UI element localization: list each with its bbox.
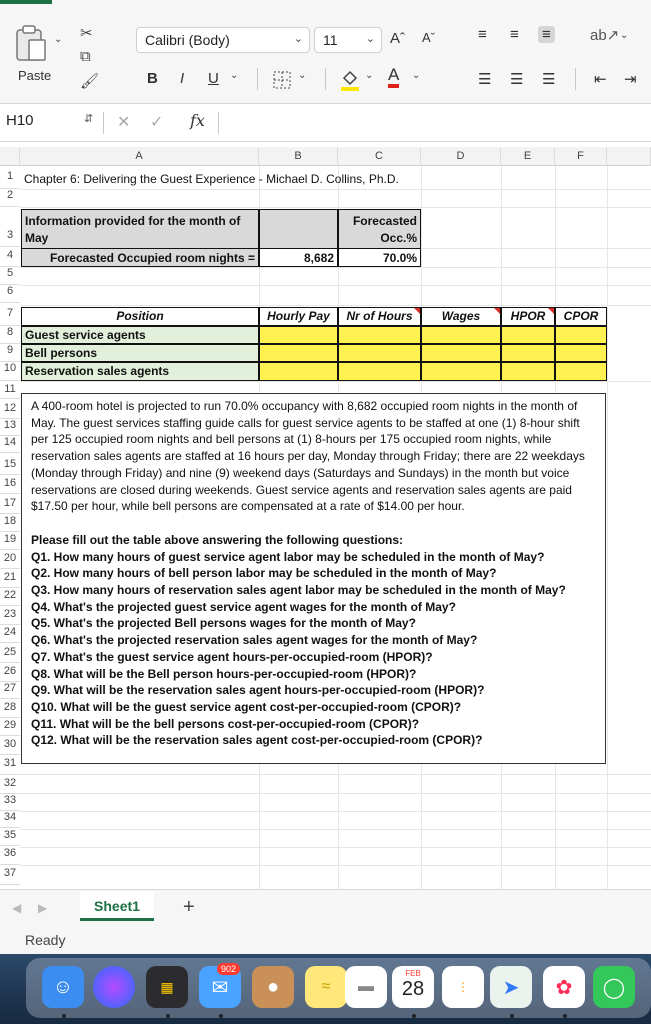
cell-a8[interactable]: Guest service agents [21,326,259,344]
question-item: Q9. What will be the reservation sales agent hours-per-occupied-room (HPOR)? [31,683,485,698]
cell-c10[interactable] [338,362,421,381]
question-item: Q7. What's the guest service agent hours-per-occupied-room (HPOR)? [31,649,433,664]
calendar-day: 28 [401,978,425,1000]
cell-d9[interactable] [421,344,501,362]
gridline [20,774,651,775]
column-header-f[interactable]: F [555,147,607,166]
siri-icon[interactable] [93,966,135,1008]
row-header[interactable]: 29 [0,719,20,736]
cell-f8[interactable] [555,326,607,344]
name-box-stepper-icon[interactable]: ⇵ [84,113,94,125]
photos-icon[interactable]: ✿ [543,966,585,1008]
row-header[interactable]: 31 [0,757,20,775]
row-header[interactable]: 35 [0,829,20,846]
font-name-select[interactable]: Calibri (Body) ⌄ [136,27,310,53]
tab-underline [0,0,52,4]
select-all-corner[interactable] [0,147,20,166]
gridline [20,793,651,794]
increase-font-size-button[interactable]: Aˆ [390,30,405,47]
row-header[interactable]: 19 [0,533,20,550]
cell-e9[interactable] [501,344,555,362]
comment-indicator[interactable] [548,308,554,314]
gridline [20,811,651,812]
cell-c7[interactable]: Nr of Hours [338,307,421,326]
align-center-icon[interactable]: ☰ [510,71,524,88]
chevron-down-icon[interactable]: ⌄ [412,70,421,81]
row-header[interactable]: 28 [0,701,20,718]
column-header-e[interactable]: E [501,147,555,166]
row-header[interactable]: 2 [0,189,20,207]
running-indicator [563,1014,567,1018]
cell-f10[interactable] [555,362,607,381]
row-header[interactable]: 36 [0,847,20,865]
row-header[interactable]: 13 [0,419,20,436]
cell-d10[interactable] [421,362,501,381]
running-indicator [219,1014,223,1018]
gridline [20,865,651,866]
font-color-button[interactable]: A [388,66,399,88]
cell-c4[interactable]: 70.0% [338,248,421,267]
align-middle-icon[interactable]: ≡ [510,26,519,43]
divider [257,68,258,90]
divider [218,112,219,134]
worksheet-grid[interactable] [0,147,651,889]
chevron-down-icon[interactable]: ⌄ [365,70,374,81]
row-header[interactable]: 37 [0,867,20,885]
cell-c3[interactable] [338,209,421,249]
comment-indicator[interactable] [414,308,420,314]
question-item: Q4. What's the projected guest service agent wages for the month of May? [31,599,456,614]
row-header[interactable]: 22 [0,589,20,606]
chevron-down-icon: ⌄ [365,33,375,45]
fill-color-icon[interactable] [340,68,360,92]
reminders-list-icon[interactable]: ▬ [345,966,387,1008]
gridline [20,189,651,190]
font-size-select[interactable]: 11 ⌄ [314,27,382,53]
row-header[interactable]: 4 [0,249,20,267]
question-item: Q12. What will be the reservation sales agent cost-per-occupied-room (CPOR)? [31,733,483,748]
question-item: Q5. What's the projected Bell persons wages for the month of May? [31,616,416,631]
launchpad-icon[interactable]: ▦ [146,966,188,1008]
row-header[interactable]: 26 [0,665,20,682]
cell-e7[interactable]: HPOR [501,307,555,326]
align-left-icon[interactable]: ☰ [478,71,492,88]
gridline [20,847,651,848]
cell-d7[interactable]: Wages [421,307,501,326]
cell-b3[interactable] [259,209,338,249]
align-top-icon[interactable]: ≡ [478,26,487,43]
row-header[interactable]: 11 [0,383,20,399]
row-header[interactable]: 7 [0,307,20,326]
sheet-tab-sheet1[interactable]: Sheet1 [80,891,154,921]
cell-d8[interactable] [421,326,501,344]
row-header[interactable]: 17 [0,497,20,514]
cell-e8[interactable] [501,326,555,344]
row-header[interactable]: 33 [0,794,20,811]
contacts-icon[interactable]: ● [252,966,294,1008]
enter-icon[interactable]: ✓ [150,114,164,131]
cell-a10[interactable]: Reservation sales agents [21,362,259,381]
reminders-icon[interactable]: ⋮ [442,966,484,1008]
cell-a9[interactable]: Bell persons [21,344,259,362]
align-right-icon[interactable]: ☰ [542,71,556,88]
problem-intro: A 400-room hotel is projected to run 70.0% occupancy with 8,682 occupied room nights in the month of May. The guest services staffing guide calls for guest service agents to be staffed at one (1) 8-hour shift per 125 occupied room nights and bell persons at (1) 8-hours per 175 occupied room nights, while reservation sales agents are staffed at 16 hours per day, Monday through Friday; there are 22 weekdays (Monday through Friday) and nine (9) weekend days (Saturdays and Sundays) in the month but voice reservations are closed during weekends. Guest service agents and reservation sales agents are paid $17.50 per hour, while bell persons are compensated at a rate of $14.00 per hour. [31,399,585,514]
finder-icon[interactable]: ☺ [42,966,84,1008]
cell-f7[interactable]: CPOR [555,307,607,326]
question-item: Q10. What will be the guest service agent cost-per-occupied-room (CPOR)? [31,699,462,714]
gridline [20,381,651,382]
row-header[interactable]: 30 [0,738,20,755]
running-indicator [412,1014,416,1018]
row-header[interactable]: 14 [0,436,20,453]
cell-a1[interactable]: Chapter 6: Delivering the Guest Experience - Michael D. Collins, Ph.D. [24,172,399,186]
maps-icon[interactable]: ➤ [490,966,532,1008]
gridline [20,829,651,830]
problem-text-box[interactable] [21,393,606,764]
row-header[interactable]: 9 [0,344,20,362]
cell-b4[interactable]: 8,682 [259,248,338,267]
column-header-d[interactable]: D [421,147,501,166]
previous-sheet-icon[interactable]: ◀ [12,901,22,915]
cell-b10[interactable] [259,362,338,381]
copy-icon[interactable]: ⧉ [80,48,91,65]
row-header[interactable]: 27 [0,682,20,699]
next-sheet-icon[interactable]: ▶ [38,901,48,915]
question-item: Q6. What's the projected reservation sales agent wages for the month of May? [31,633,478,648]
row-header[interactable]: 10 [0,362,20,381]
cell-a3-line1: Information provided for the month of [25,214,241,228]
question-list [31,549,596,749]
gridline [20,207,651,208]
cell-a7[interactable]: Position [21,307,259,326]
question-item: Q11. What will be the bell persons cost-per-occupied-room (CPOR)? [31,716,420,731]
cell-b8[interactable] [259,326,338,344]
borders-icon[interactable] [272,70,292,90]
column-header-c[interactable]: C [338,147,421,166]
cut-icon[interactable]: ✂ [80,25,93,42]
row-header[interactable]: 23 [0,608,20,625]
clipboard-icon[interactable] [14,24,48,62]
column-header-g[interactable] [607,147,651,166]
status-bar [0,927,651,954]
cell-a3-line2: May [25,231,49,245]
italic-button[interactable]: I [180,70,185,87]
cell-a4[interactable]: Forecasted Occupied room nights = [21,248,259,267]
gridline [20,305,651,306]
row-header[interactable]: 15 [0,458,20,475]
row-header[interactable]: 20 [0,552,20,569]
formula-bar [0,104,651,142]
underline-button[interactable]: U [208,70,219,87]
row-header[interactable]: 21 [0,571,20,588]
row-header[interactable]: 1 [0,170,20,189]
chevron-down-icon[interactable]: ⌄ [230,70,239,81]
cell-b7[interactable]: Hourly Pay [259,307,338,326]
name-box[interactable]: H10 [6,112,34,129]
cell-f9[interactable] [555,344,607,362]
divider [575,68,576,90]
column-header-b[interactable]: B [259,147,338,166]
row-header[interactable]: 5 [0,267,20,285]
mail-unread-badge: 902 [217,963,240,975]
gridline [20,285,651,286]
running-indicator [510,1014,514,1018]
add-sheet-button[interactable]: + [183,896,195,918]
question-item: Q3. How many hours of reservation sales agent labor may be scheduled in the month of May? [31,583,566,598]
column-header-a[interactable]: A [20,147,259,166]
status-text: Ready [25,932,66,948]
question-item: Q1. How many hours of guest service agent labor may be scheduled in the month of May? [31,549,545,564]
decrease-font-size-button[interactable]: Aˇ [422,30,435,45]
decrease-indent-icon[interactable]: ⇤ [594,71,607,88]
calendar-icon[interactable] [392,966,434,1008]
increase-indent-icon[interactable]: ⇥ [624,71,637,88]
gridline [20,267,651,268]
divider [325,68,326,90]
row-header[interactable]: 25 [0,646,20,663]
divider [103,112,104,134]
row-header[interactable]: 16 [0,477,20,494]
align-bottom-icon[interactable]: ≡ [538,26,555,43]
question-item: Q2. How many hours of bell person labor may be scheduled in the month of May? [31,566,497,581]
row-header[interactable]: 3 [0,229,20,247]
paste-button-label[interactable]: Paste [18,68,52,83]
cell-e10[interactable] [501,362,555,381]
row-header[interactable]: 8 [0,326,20,344]
bold-button[interactable]: B [147,70,158,87]
question-item: Q8. What will be the Bell person hours-per-occupied-room (HPOR)? [31,666,417,681]
row-header[interactable]: 24 [0,626,20,643]
gridline [607,166,608,889]
chevron-down-icon: ⌄ [293,33,303,45]
row-header[interactable]: 6 [0,285,20,303]
paste-menu-chevron-icon[interactable]: ⌄ [54,34,63,45]
cell-c3-line1: Forecasted [352,214,417,228]
calendar-month: FEB [405,969,421,978]
ribbon [0,0,651,104]
mail-icon[interactable]: ✉ [199,966,241,1008]
cell-c8[interactable] [338,326,421,344]
problem-instructions: Please fill out the table above answering the following questions: [31,532,404,547]
chevron-down-icon[interactable]: ⌄ [620,30,629,41]
cell-c9[interactable] [338,344,421,362]
running-indicator [166,1014,170,1018]
cancel-icon[interactable]: ✕ [117,114,131,131]
row-header[interactable]: 34 [0,811,20,828]
row-header[interactable]: 12 [0,402,20,419]
cell-a3[interactable] [21,209,259,249]
running-indicator [62,1014,66,1018]
messages-icon[interactable]: ◯ [593,966,635,1008]
orientation-icon[interactable]: ab↗ [590,27,620,44]
cell-b9[interactable] [259,344,338,362]
chevron-down-icon[interactable]: ⌄ [298,70,307,81]
notes-icon[interactable]: ≈ [305,966,347,1008]
comment-indicator[interactable] [494,308,500,314]
format-painter-icon[interactable]: 🖌 [80,73,100,90]
cell-c3-line2: Occ.% [380,231,417,245]
row-header[interactable]: 18 [0,515,20,532]
row-header[interactable]: 32 [0,777,20,794]
insert-function-button[interactable]: fx [190,111,205,130]
